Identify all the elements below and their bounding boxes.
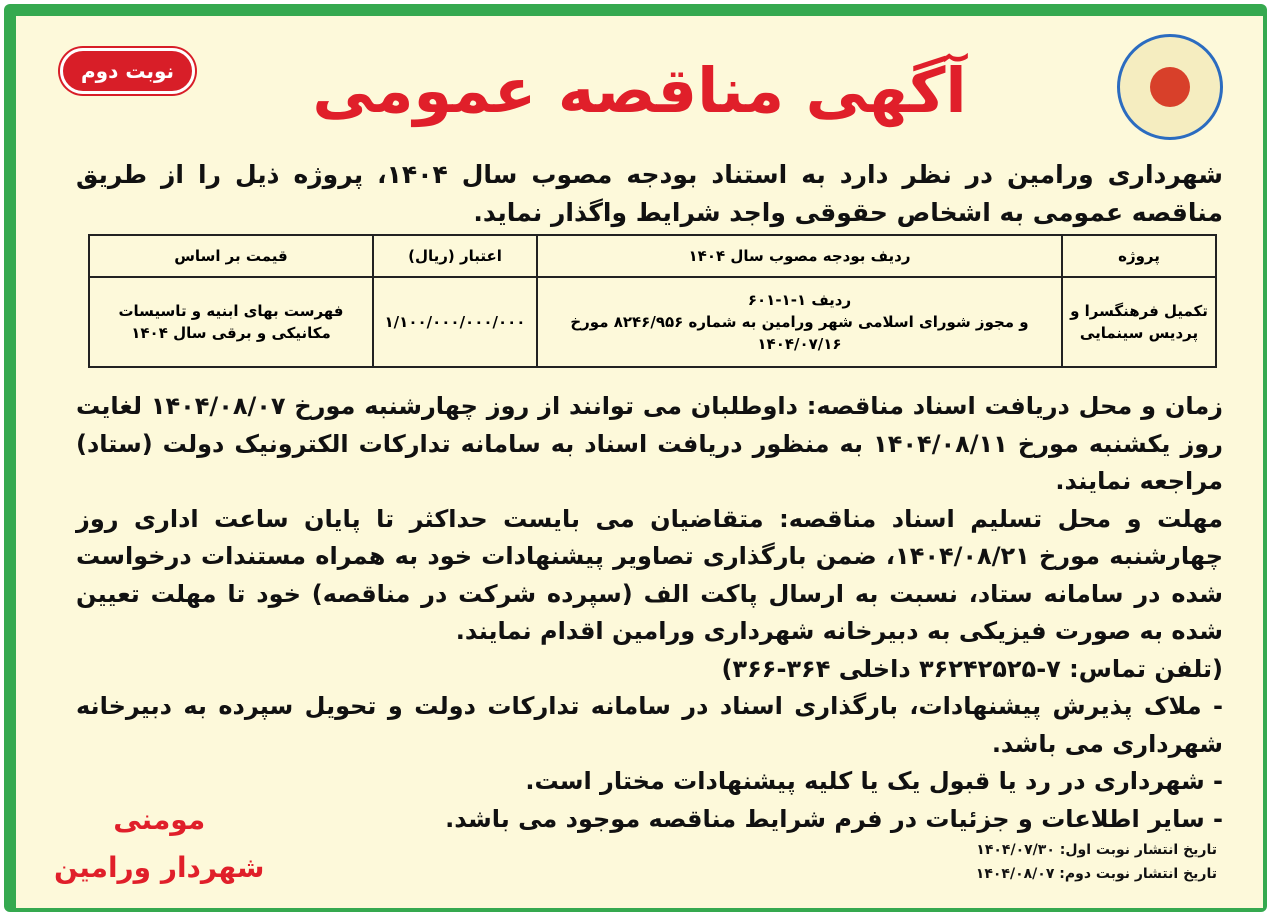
- cell-credit: ۱/۱۰۰/۰۰۰/۰۰۰/۰۰۰: [373, 277, 537, 367]
- signatory-name: مومنی: [113, 803, 206, 836]
- header-budget-line: ردیف بودجه مصوب سال ۱۴۰۴: [537, 235, 1062, 277]
- header-price-basis: قیمت بر اساس: [89, 235, 373, 277]
- submission-paragraph: مهلت و محل تسلیم اسناد مناقصه: متقاضیان می بایست حداکثر تا پایان ساعت اداری روز چهارشنبه مورخ ۱۴۰۴/۰۸/۲۱، ضمن بارگذاری تصاویر پیشنهادات خود به همراه مستندات درخواست شده در سامانه ستاد، نسبت به ارسال پاکت الف (سپرده شرکت در مناقصه) خود تا مهلت تعیین شده به صورت فیزیکی به دبیرخانه شهرداری ورامین اقدام نمایند.: [76, 504, 1223, 645]
- cell-price-basis: فهرست بهای ابنیه و تاسیسات مکانیکی و برقی سال ۱۴۰۴: [89, 277, 373, 367]
- intro-text: شهرداری ورامین در نظر دارد به استناد بودجه مصوب سال ۱۴۰۴، پروژه ذیل را از طریق مناقصه عمومی به اشخاص حقوقی واجد شرایط واگذار نماید.: [76, 160, 1223, 227]
- signatory-role: شهردار ورامین: [54, 851, 265, 884]
- tender-ad: [16, 16, 1263, 908]
- header-project: پروژه: [1062, 235, 1216, 277]
- project-table: [88, 234, 1217, 368]
- ad-body: [76, 388, 1223, 838]
- table-header-row: [89, 235, 1216, 277]
- rejection-rights: - شهرداری در رد یا قبول یک یا کلیه پیشنهادات مختار است.: [525, 767, 1223, 795]
- acceptance-criteria: - ملاک پذیرش پیشنهادات، بارگذاری اسناد در سامانه تدارکات دولت و تحویل سپرده به دبیرخانه شهرداری می باشد.: [76, 692, 1223, 758]
- ad-title: آگهی مناقصه عمومی: [312, 54, 967, 127]
- cell-project: تکمیل فرهنگسرا و پردیس سینمایی: [1062, 277, 1216, 367]
- table-row: [89, 277, 1216, 367]
- first-publication-date: تاریخ انتشار نوبت اول: ۱۴۰۴/۰۷/۳۰: [976, 842, 1217, 858]
- green-border: [4, 4, 1267, 912]
- budget-line-2: و مجوز شورای اسلامی شهر ورامین به شماره ۸۲۴۶/۹۵۶ مورخ ۱۴۰۴/۰۷/۱۶: [570, 313, 1029, 353]
- header-credit: اعتبار (ریال): [373, 235, 537, 277]
- second-publication-date: تاریخ انتشار نوبت دوم: ۱۴۰۴/۰۸/۰۷: [975, 866, 1217, 882]
- second-publication-badge: نوبت دوم: [60, 48, 195, 94]
- signature: [54, 796, 264, 892]
- publication-dates: [976, 838, 1217, 886]
- contact-phone: (تلفن تماس: ۷-۳۶۲۴۲۵۲۵ داخلی ۳۶۴-۳۶۶): [721, 654, 1223, 683]
- budget-line-1: ردیف ۱-۱-۶۰۱: [747, 291, 852, 309]
- more-info: - سایر اطلاعات و جزئیات در فرم شرایط مناقصه موجود می باشد.: [445, 804, 1223, 833]
- documents-receipt-paragraph: زمان و محل دریافت اسناد مناقصه: داوطلبان می توانند از روز چهارشنبه مورخ ۱۴۰۴/۰۸/۰۷ لغایت روز یکشنبه مورخ ۱۴۰۴/۰۸/۱۱ به منظور دریافت اسناد به سامانه تدارکات الکترونیک دولت (ستاد) مراجعه نمایند.: [76, 392, 1224, 495]
- cell-budget-line: [537, 277, 1062, 367]
